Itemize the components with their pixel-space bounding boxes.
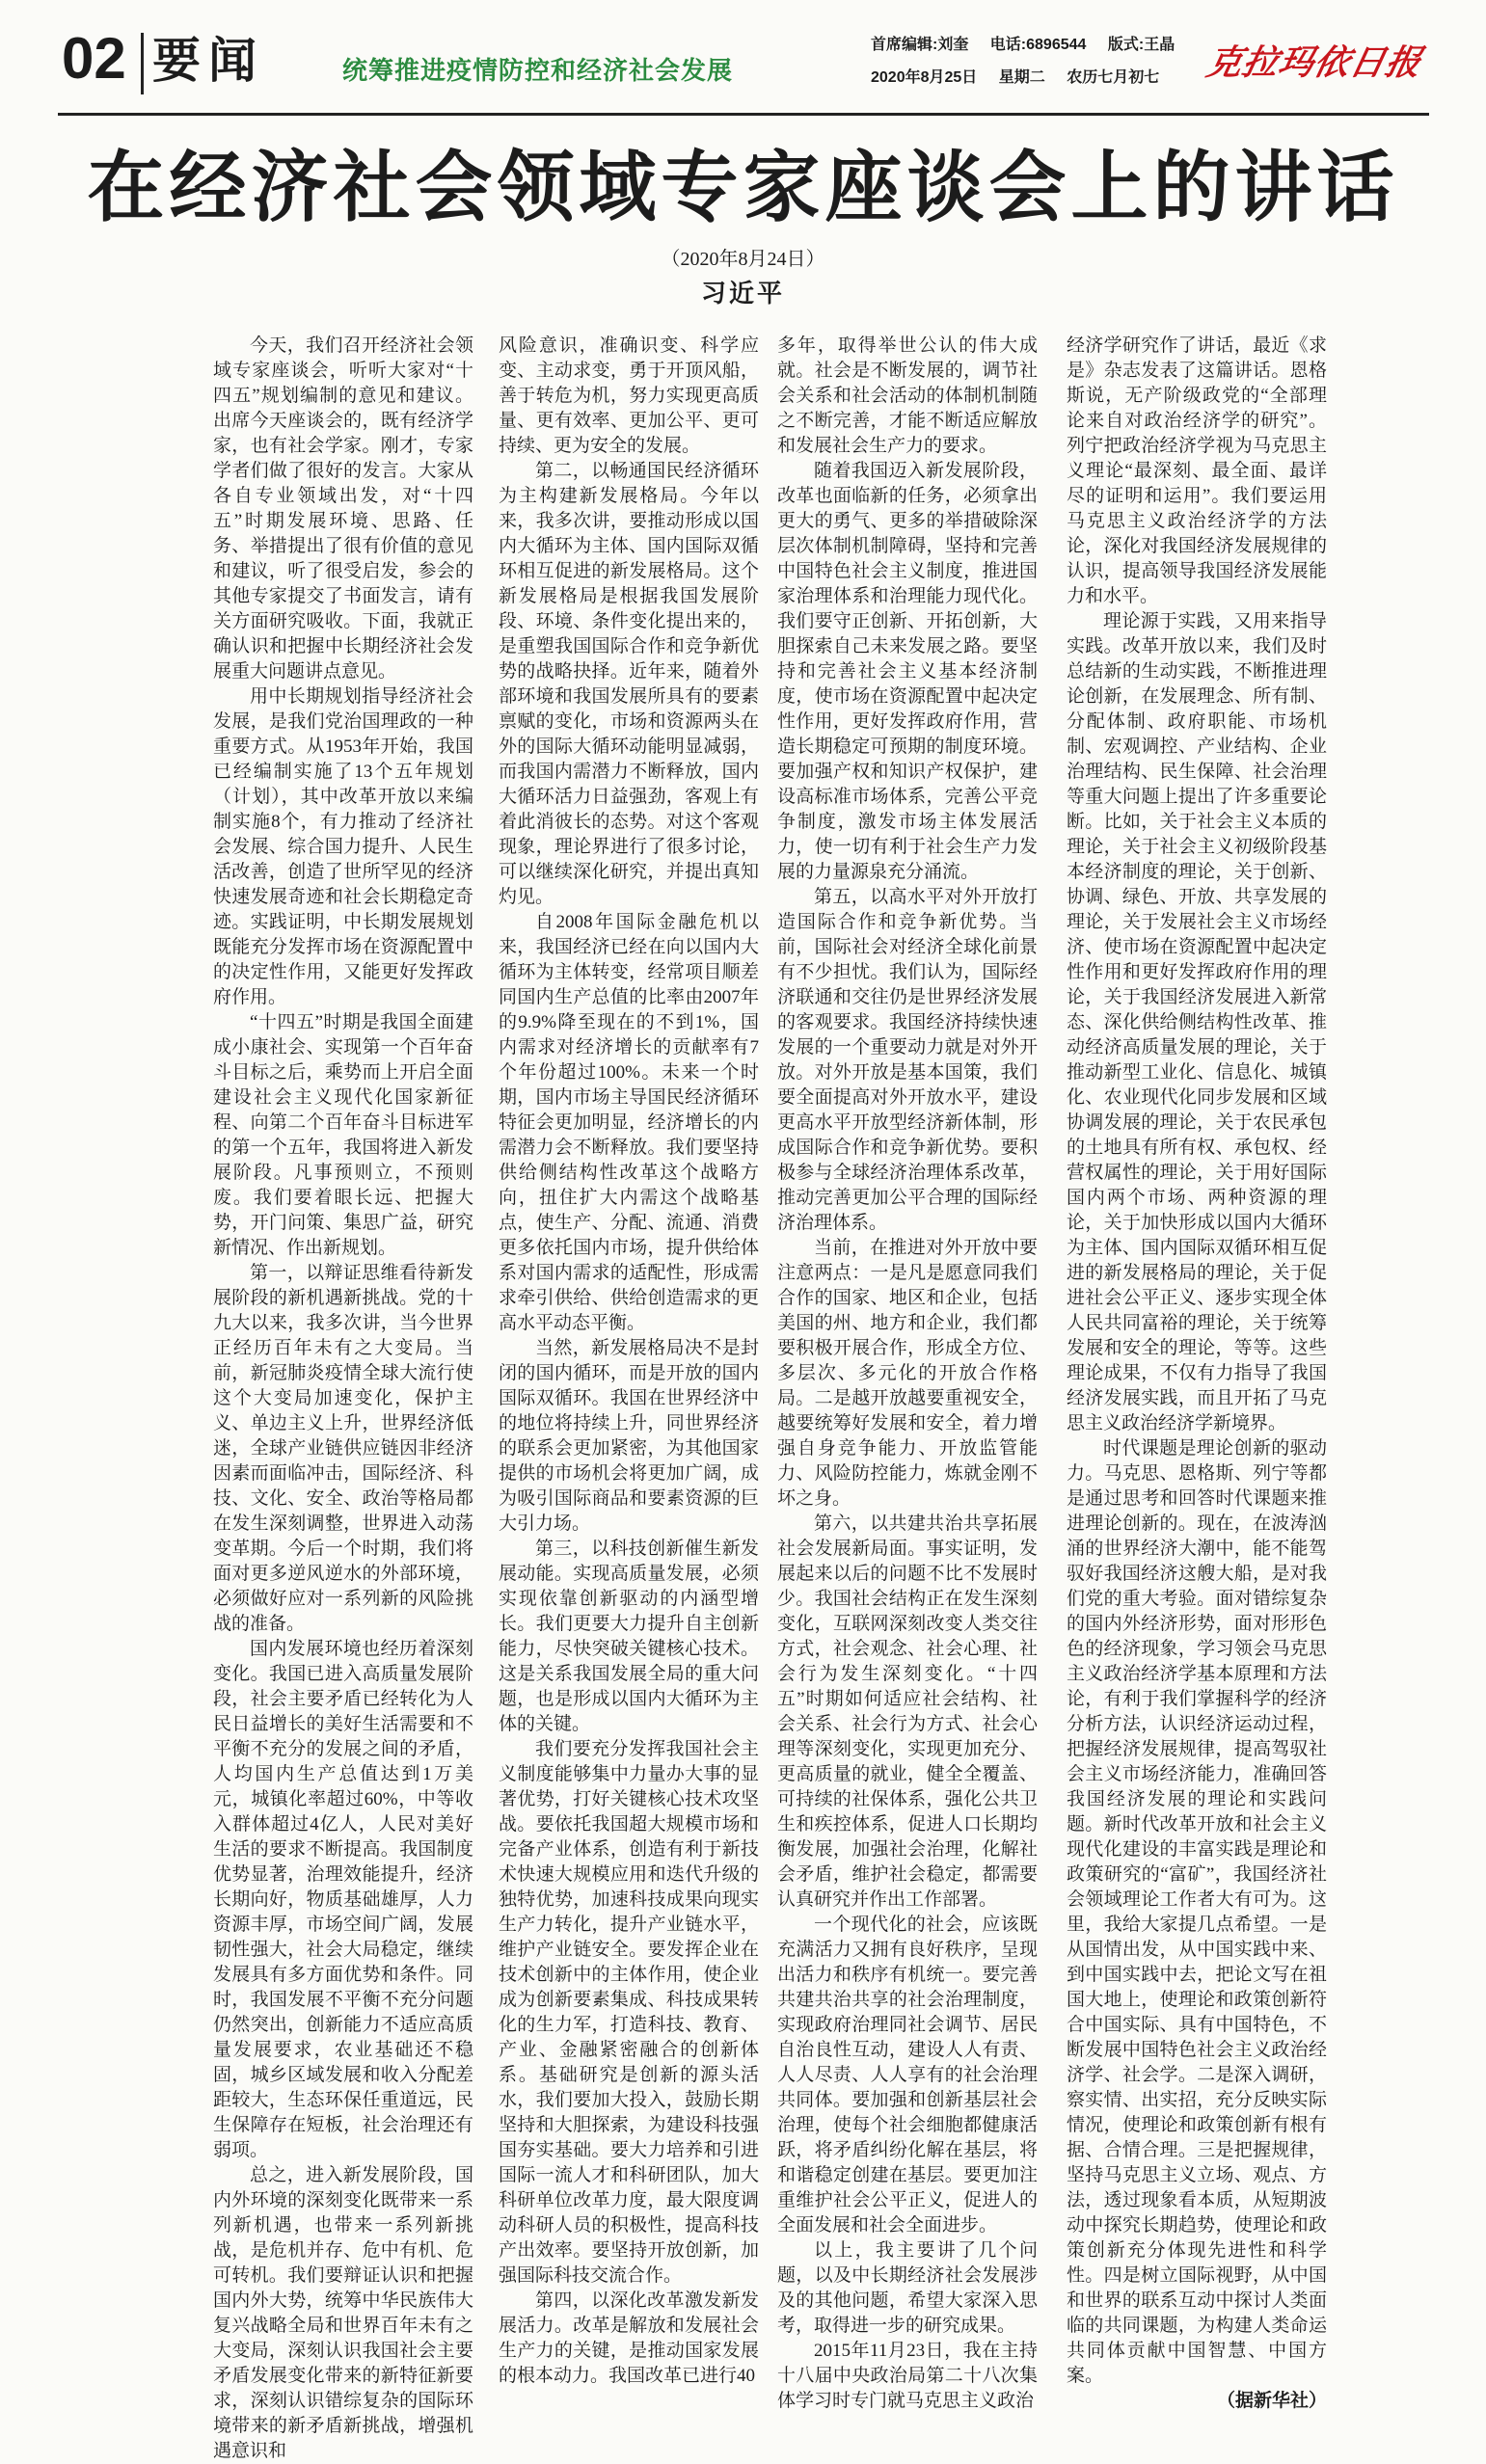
paragraph: 以上，我主要讲了几个问题，以及中长期经济社会发展涉及的其他问题，希望大家深入思考，取得进一步的研究成果。	[777, 2240, 1038, 2336]
newspaper-masthead-logo: 克拉玛依日报	[1202, 42, 1426, 83]
paragraph: 一个现代化的社会，应该既充满活力又拥有良好秩序，呈现出活力和秩序有机统一。要完善共建共治共享的社会治理制度，实现政府治理同社会调节、居民自治良性互动，建设人人有责、人人尽责、人人享有的社会治理共同体。要加强和创新基层社会治理，使每个社会细胞都健康活跃，将矛盾纠纷化解在基层，将和谐稳定创建在基层。要更加注重维护社会公平正义，促进人的全面发展和社会全面进步。	[777, 1915, 1038, 2236]
article-author: 习近平	[700, 280, 785, 308]
layout-editor: 版式:王晶	[1107, 37, 1175, 53]
issue-date: 2020年8月25日	[871, 69, 978, 86]
paragraph-continued: 经济学研究作了讲话，最近《求是》杂志发表了这篇讲话。恩格斯说，无产阶级政党的“全部理论来自对政治经济学的研究”。列宁把政治经济学视为马克思主义理论“最深刻、最全面、最详尽的证明和运用”。我们要运用马克思主义政治经济学的方法论，深化对我国经济发展规律的认识，提高领导我国经济发展能力和水平。	[1067, 335, 1327, 606]
paragraph: 当前，在推进对外开放中要注意两点：一是凡是愿意同我们合作的国家、地区和企业，包括美国的州、地方和企业，我们都要积极开展合作，形成全方位、多层次、多元化的开放合作格局。二是越开放越要重视安全，越要统筹好发展和安全，着力增强自身竞争能力、开放监管能力、风险防控能力，炼就金刚不坏之身。	[777, 1238, 1038, 1509]
paragraph: 自2008年国际金融危机以来，我国经济已经在向以国内大循环为主体转变，经常项目顺差同国内生产总值的比率由2007年的9.9%降至现在的不到1%，国内需求对经济增长的贡献率有7个年份超过100%。未来一个时期，国内市场主导国民经济循环特征会更加明显，经济增长的内需潜力会不断释放。我们要坚持供给侧结构性改革这个战略方向，扭住扩大内需这个战略基点，使生产、分配、流通、消费更多依托国内市场，提升供给体系对国内需求的适配性，形成需求牵引供给、供给创造需求的更高水平动态平衡。	[499, 912, 759, 1333]
paragraph: 第四，以深化改革激发新发展活力。改革是解放和发展社会生产力的关键，是推动国家发展的根本动力。我国改革已进行40	[499, 2290, 759, 2386]
paragraph: 第三，以科技创新催生新发展动能。实现高质量发展，必须实现依靠创新驱动的内涵型增长。我们更要大力提升自主创新能力，尽快突破关键核心技术。这是关系我国发展全局的重大问题，也是形成以国内大循环为主体的关键。	[499, 1539, 759, 1734]
text-column-2	[499, 334, 759, 2389]
text-column-1	[213, 334, 473, 2464]
speech-date: （2020年8月24日）	[661, 249, 825, 270]
text-column-4	[1067, 334, 1327, 2414]
paragraph-continued: 风险意识，准确识变、科学应变、主动求变，勇于开顶风船，善于转危为机，努力实现更高质量、更有效率、更加公平、更可持续、更为安全的发展。	[499, 335, 759, 456]
paragraph: 理论源于实践，又用来指导实践。改革开放以来，我们及时总结新的生动实践，不断推进理论创新，在发展理念、所有制、分配体制、政府职能、市场机制、宏观调控、产业结构、企业治理结构、民生保障、社会治理等重大问题上提出了许多重要论断。比如，关于社会主义本质的理论，关于社会主义初级阶段基本经济制度的理论，关于创新、协调、绿色、开放、共享发展的理论，关于发展社会主义市场经济、使市场在资源配置中起决定性作用和更好发挥政府作用的理论，关于我国经济发展进入新常态、深化供给侧结构性改革、推动经济高质量发展的理论，关于推动新型工业化、信息化、城镇化、农业现代化同步发展和区域协调发展的理论，关于农民承包的土地具有所有权、承包权、经营权属性的理论，关于用好国际国内两个市场、两种资源的理论，关于加快形成以国内大循环为主体、国内国际双循环相互促进的新发展格局的理论，关于促进社会公平正义、逐步实现全体人民共同富裕的理论，关于统筹发展和安全的理论，等等。这些理论成果，不仅有力指导了我国经济发展实践，而且开拓了马克思主义政治经济学新境界。	[1067, 611, 1327, 1433]
text-column-3	[777, 334, 1038, 2414]
paragraph: 当然，新发展格局决不是封闭的国内循环，而是开放的国内国际双循环。我国在世界经济中的地位将持续上升，同世界经济的联系会更加紧密，为其他国家提供的市场机会将更加广阔，成为吸引国际商品和要素资源的巨大引力场。	[499, 1338, 759, 1534]
paragraph: 随着我国迈入新发展阶段，改革也面临新的任务，必须拿出更大的勇气、更多的举措破除深层次体制机制障碍，坚持和完善中国特色社会主义制度，推进国家治理体系和治理能力现代化。我们要守正创新、开拓创新，大胆探索自己未来发展之路。要坚持和完善社会主义基本经济制度，使市场在资源配置中起决定性作用，更好发挥政府作用，营造长期稳定可预期的制度环境。要加强产权和知识产权保护，建设高标准市场体系，完善公平竞争制度，激发市场主体发展活力，使一切有利于社会生产力发展的力量源泉充分涌流。	[777, 461, 1038, 882]
paragraph: 总之，进入新发展阶段，国内外环境的深刻变化既带来一系列新机遇，也带来一系列新挑战，是危机并存、危中有机、危可转机。我们要辩证认识和把握国内外大势，统筹中华民族伟大复兴战略全局和世界百年未有之大变局，深刻认识我国社会主要矛盾发展变化带来的新特征新要求，深刻认识错综复杂的国际环境带来的新矛盾新挑战，增强机遇意识和	[213, 2165, 473, 2461]
paragraph: 我们要充分发挥我国社会主义制度能够集中力量办大事的显著优势，打好关键核心技术攻坚战。要依托我国超大规模市场和完备产业体系，创造有利于新技术快速大规模应用和迭代升级的独特优势，加速科技成果向现实生产力转化，提升产业链水平，维护产业链安全。要发挥企业在技术创新中的主体作用，使企业成为创新要素集成、科技成果转化的生力军，打造科技、教育、产业、金融紧密融合的创新体系。基础研究是创新的源头活水，我们要加大投入，鼓励长期坚持和大胆探索，为建设科技强国夯实基础。要大力培养和引进国际一流人才和科研团队，加大科研单位改革力度，最大限度调动科研人员的积极性，提高科技产出效率。要坚持开放创新，加强国际科技交流合作。	[499, 1739, 759, 2286]
chief-editor: 首席编辑:刘奎	[871, 37, 969, 53]
paragraph: “十四五”时期是我国全面建成小康社会、实现第一个百年奋斗目标之后，乘势而上开启全面建设社会主义现代化国家新征程、向第二个百年奋斗目标进军的第一个五年，我国将进入新发展阶段。凡事预则立，不预则废。我们要着眼长远、把握大势，开门问策、集思广益，研究新情况、作出新规划。	[213, 1012, 473, 1258]
paragraph: 第六，以共建共治共享拓展社会发展新局面。事实证明，发展起来以后的问题不比不发展时少。我国社会结构正在发生深刻变化，互联网深刻改变人类交往方式，社会观念、社会心理、社会行为发生深刻变化。“十四五”时期如何适应社会结构、社会关系、社会行为方式、社会心理等深刻变化，实现更加充分、更高质量的就业，健全全覆盖、可持续的社保体系，强化公共卫生和疾控体系，促进人口长期均衡发展，加强社会治理，化解社会矛盾，维护社会稳定，都需要认真研究并作出工作部署。	[777, 1513, 1038, 1910]
issue-date-line	[871, 67, 1176, 89]
paragraph: 今天，我们召开经济社会领域专家座谈会，听听大家对“十四五”规划编制的意见和建议。出席今天座谈会的，既有经济学家，也有社会学家。刚才，专家学者们做了很好的发言。大家从各自专业领域出发，对“十四五”时期发展环境、思路、任务、举措提出了很有价值的意见和建议，听了很受启发，参会的其他专家提交了书面发言，请有关方面研究吸收。下面，我就正确认识和把握中长期经济社会发展重大问题讲点意见。	[213, 335, 473, 682]
paragraph: 2015年11月23日，我在主持十八届中央政治局第二十八次集体学习时专门就马克思主义政治	[777, 2341, 1038, 2411]
phone-number: 电话:6896544	[989, 37, 1087, 53]
section-slogan: 统筹推进疫情防控和经济社会发展	[342, 56, 734, 85]
page-number: 02	[62, 26, 126, 91]
article-headline: 在经济社会领域专家座谈会上的讲话	[87, 145, 1399, 230]
paragraph: 第二，以畅通国民经济循环为主构建新发展格局。今年以来，我多次讲，要推动形成以国内大循环为主体、国内国际双循环相互促进的新发展格局。这个新发展格局是根据我国发展阶段、环境、条件变化提出来的，是重塑我国国际合作和竞争新优势的战略抉择。近年来，随着外部环境和我国发展所具有的要素禀赋的变化，市场和资源两头在外的国际大循环动能明显减弱，而我国内需潜力不断释放，国内大循环活力日益强劲，客观上有着此消彼长的态势。对这个客观现象，理论界进行了很多讨论，可以继续深化研究，并提出真知灼见。	[499, 461, 759, 907]
news-source-credit: （据新华社）	[1216, 2391, 1327, 2411]
paragraph: 第五，以高水平对外开放打造国际合作和竞争新优势。当前，国际社会对经济全球化前景有不少担忧。我们认为，国际经济联通和交往仍是世界经济发展的客观要求。我国经济持续快速发展的一个重要动力就是对外开放。对外开放是基本国策，我们要全面提高对外开放水平，建设更高水平开放型经济新体制，形成国际合作和竞争新优势。要积极参与全球经济治理体系改革，推动完善更加公平合理的国际经济治理体系。	[777, 887, 1038, 1233]
header-divider	[141, 33, 144, 94]
paragraph: 时代课题是理论创新的驱动力。马克思、恩格斯、列宁等都是通过思考和回答时代课题来推进理论创新的。现在，在波涛汹涌的世界经济大潮中，能不能驾驭好我国经济这艘大船，是对我们党的重大考验。面对错综复杂的国内外经济形势，面对形形色色的经济现象，学习领会马克思主义政治经济学基本原理和方法论，有利于我们掌握科学的经济分析方法，认识经济运动过程，把握经济发展规律，提高驾驭社会主义市场经济能力，准确回答我国经济发展的理论和实践问题。新时代改革开放和社会主义现代化建设的丰富实践是理论和政策研究的“富矿”，我国经济社会领域理论工作者大有可为。这里，我给大家提几点希望。一是从国情出发，从中国实践中来、到中国实践中去，把论文写在祖国大地上，使理论和政策创新符合中国实际、具有中国特色，不断发展中国特色社会主义政治经济学、社会学。二是深入调研，察实情、出实招，充分反映实际情况，使理论和政策创新有根有据、合情合理。三是把握规律，坚持马克思主义立场、观点、方法，透过现象看本质，从短期波动中探究长期趋势，使理论和政策创新充分体现先进性和科学性。四是树立国际视野，从中国和世界的联系互动中探讨人类面临的共同课题，为构建人类命运共同体贡献中国智慧、中国方案。	[1067, 1438, 1327, 2386]
paragraph: 用中长期规划指导经济社会发展，是我们党治国理政的一种重要方式。从1953年开始，我国已经编制实施了13个五年规划（计划），其中改革开放以来编制实施8个，有力推动了经济社会发展、综合国力提升、人民生活改善，创造了世所罕见的经济快速发展奇迹和社会长期稳定奇迹。实践证明，中长期发展规划既能充分发挥市场在资源配置中的决定性作用，又能更好发挥政府作用。	[213, 686, 473, 1007]
section-name: 要闻	[152, 32, 264, 89]
lunar-date: 农历七月初七	[1067, 69, 1160, 86]
paragraph-continued: 多年，取得举世公认的伟大成就。社会是不断发展的，调节社会关系和社会活动的体制机制随之不断完善，才能不断适应解放和发展社会生产力的要求。	[777, 335, 1038, 456]
paragraph: 国内发展环境也经历着深刻变化。我国已进入高质量发展阶段，社会主要矛盾已经转化为人民日益增长的美好生活需要和不平衡不充分的发展之间的矛盾，人均国内生产总值达到1万美元，城镇化率超过60%，中等收入群体超过4亿人，人民对美好生活的要求不断提高。我国制度优势显著，治理效能提升，经济长期向好，物质基础雄厚，人力资源丰厚，市场空间广阔，发展韧性强大，社会大局稳定，继续发展具有多方面优势和条件。同时，我国发展不平衡不充分问题仍然突出，创新能力不适应高质量发展要求，农业基础还不稳固，城乡区域发展和收入分配差距较大，生态环保任重道远，民生保障存在短板，社会治理还有弱项。	[213, 1639, 473, 2160]
paragraph: 第一，以辩证思维看待新发展阶段的新机遇新挑战。党的十九大以来，我多次讲，当今世界正经历百年未有之大变局。当前，新冠肺炎疫情全球大流行使这个大变局加速变化，保护主义、单边主义上升，世界经济低迷，全球产业链供应链因非经济因素而面临冲击，国际经济、科技、文化、安全、政治等格局都在发生深刻调整，世界进入动荡变革期。今后一个时期，我们将面对更多逆风逆水的外部环境，必须做好应对一系列新的风险挑战的准备。	[213, 1263, 473, 1634]
issue-weekday: 星期二	[998, 69, 1045, 86]
header-rule	[58, 113, 1429, 116]
editor-info	[871, 35, 1192, 56]
